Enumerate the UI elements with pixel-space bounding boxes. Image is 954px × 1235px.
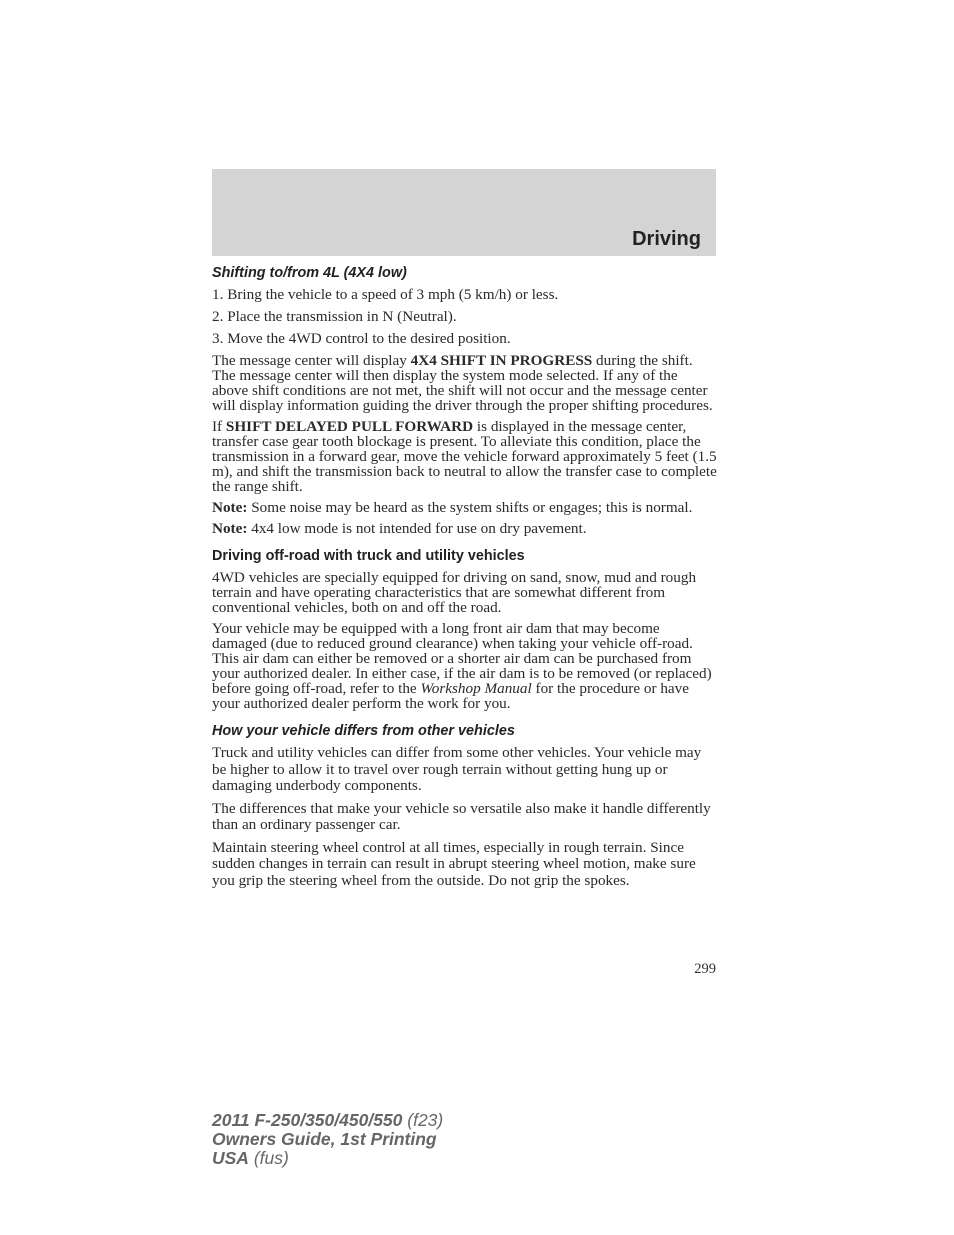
- heading-vehicle-differs: How your vehicle differs from other vehicles: [212, 723, 515, 739]
- page-number: 299: [694, 961, 716, 977]
- note-dry-pavement: Note: 4x4 low mode is not intended for use on dry pavement.: [212, 520, 587, 537]
- paragraph-message-center: The message center will display 4X4 SHIFT IN PROGRESS during the shift. The message center will then display the system mode selected. If any of the above shift conditions are not met, the shift will not occur and the message center will display information guiding the driver through the proper shifting procedures.: [212, 352, 713, 414]
- step-2: 2. Place the transmission in N (Neutral).: [212, 308, 457, 325]
- step-1: 1. Bring the vehicle to a speed of 3 mph (5 km/h) or less.: [212, 286, 559, 303]
- footer-publication-info: 2011 F-250/350/450/550 (f23) Owners Guide, 1st Printing USA (fus): [212, 1110, 444, 1168]
- section-title: Driving: [632, 228, 701, 250]
- paragraph-4wd-equipped: 4WD vehicles are specially equipped for driving on sand, snow, mud and rough terrain and have operating characteristics that are somewhat different from conventional vehicles, both on and off the road.: [212, 569, 697, 616]
- paragraph-air-dam: Your vehicle may be equipped with a long front air dam that may become damaged (due to reduced ground clearance) when taking your vehicle off-road. This air dam can either be removed or a shorter air dam can be purchased from your authorized dealer. In either case, if the air dam is to be removed (or replaced) before going off-road, refer to the Workshop Manual for the procedure or have your authorized dealer perform the work for you.: [212, 620, 712, 712]
- section-header-band: [212, 169, 716, 256]
- paragraph-shift-delayed: If SHIFT DELAYED PULL FORWARD is displayed in the message center, transfer case gear tooth blockage is present. To alleviate this condition, place the transmission in a forward gear, move the vehicle forward approximately 5 feet (1.5 m), and shift the transmission back to neutral to allow the transfer case to complete the range shift.: [212, 418, 717, 495]
- heading-off-road: Driving off-road with truck and utility vehicles: [212, 548, 525, 564]
- page-content: [212, 266, 717, 895]
- paragraph-truck-differ: Truck and utility vehicles can differ from some other vehicles. Your vehicle may be higher to allow it to travel over rough terrain without getting hung up or damaging underbody components.: [212, 744, 702, 794]
- heading-shifting-4l: Shifting to/from 4L (4X4 low): [212, 265, 407, 281]
- paragraph-steering-control: Maintain steering wheel control at all times, especially in rough terrain. Since sudden changes in terrain can result in abrupt steering wheel motion, make sure you grip the steering wheel from the outside. Do not grip the spokes.: [212, 838, 696, 889]
- paragraph-handle-differently: The differences that make your vehicle so versatile also make it handle differently than an ordinary passenger car.: [212, 799, 711, 833]
- step-3: 3. Move the 4WD control to the desired position.: [212, 330, 511, 347]
- note-noise: Note: Some noise may be heard as the system shifts or engages; this is normal.: [212, 499, 693, 516]
